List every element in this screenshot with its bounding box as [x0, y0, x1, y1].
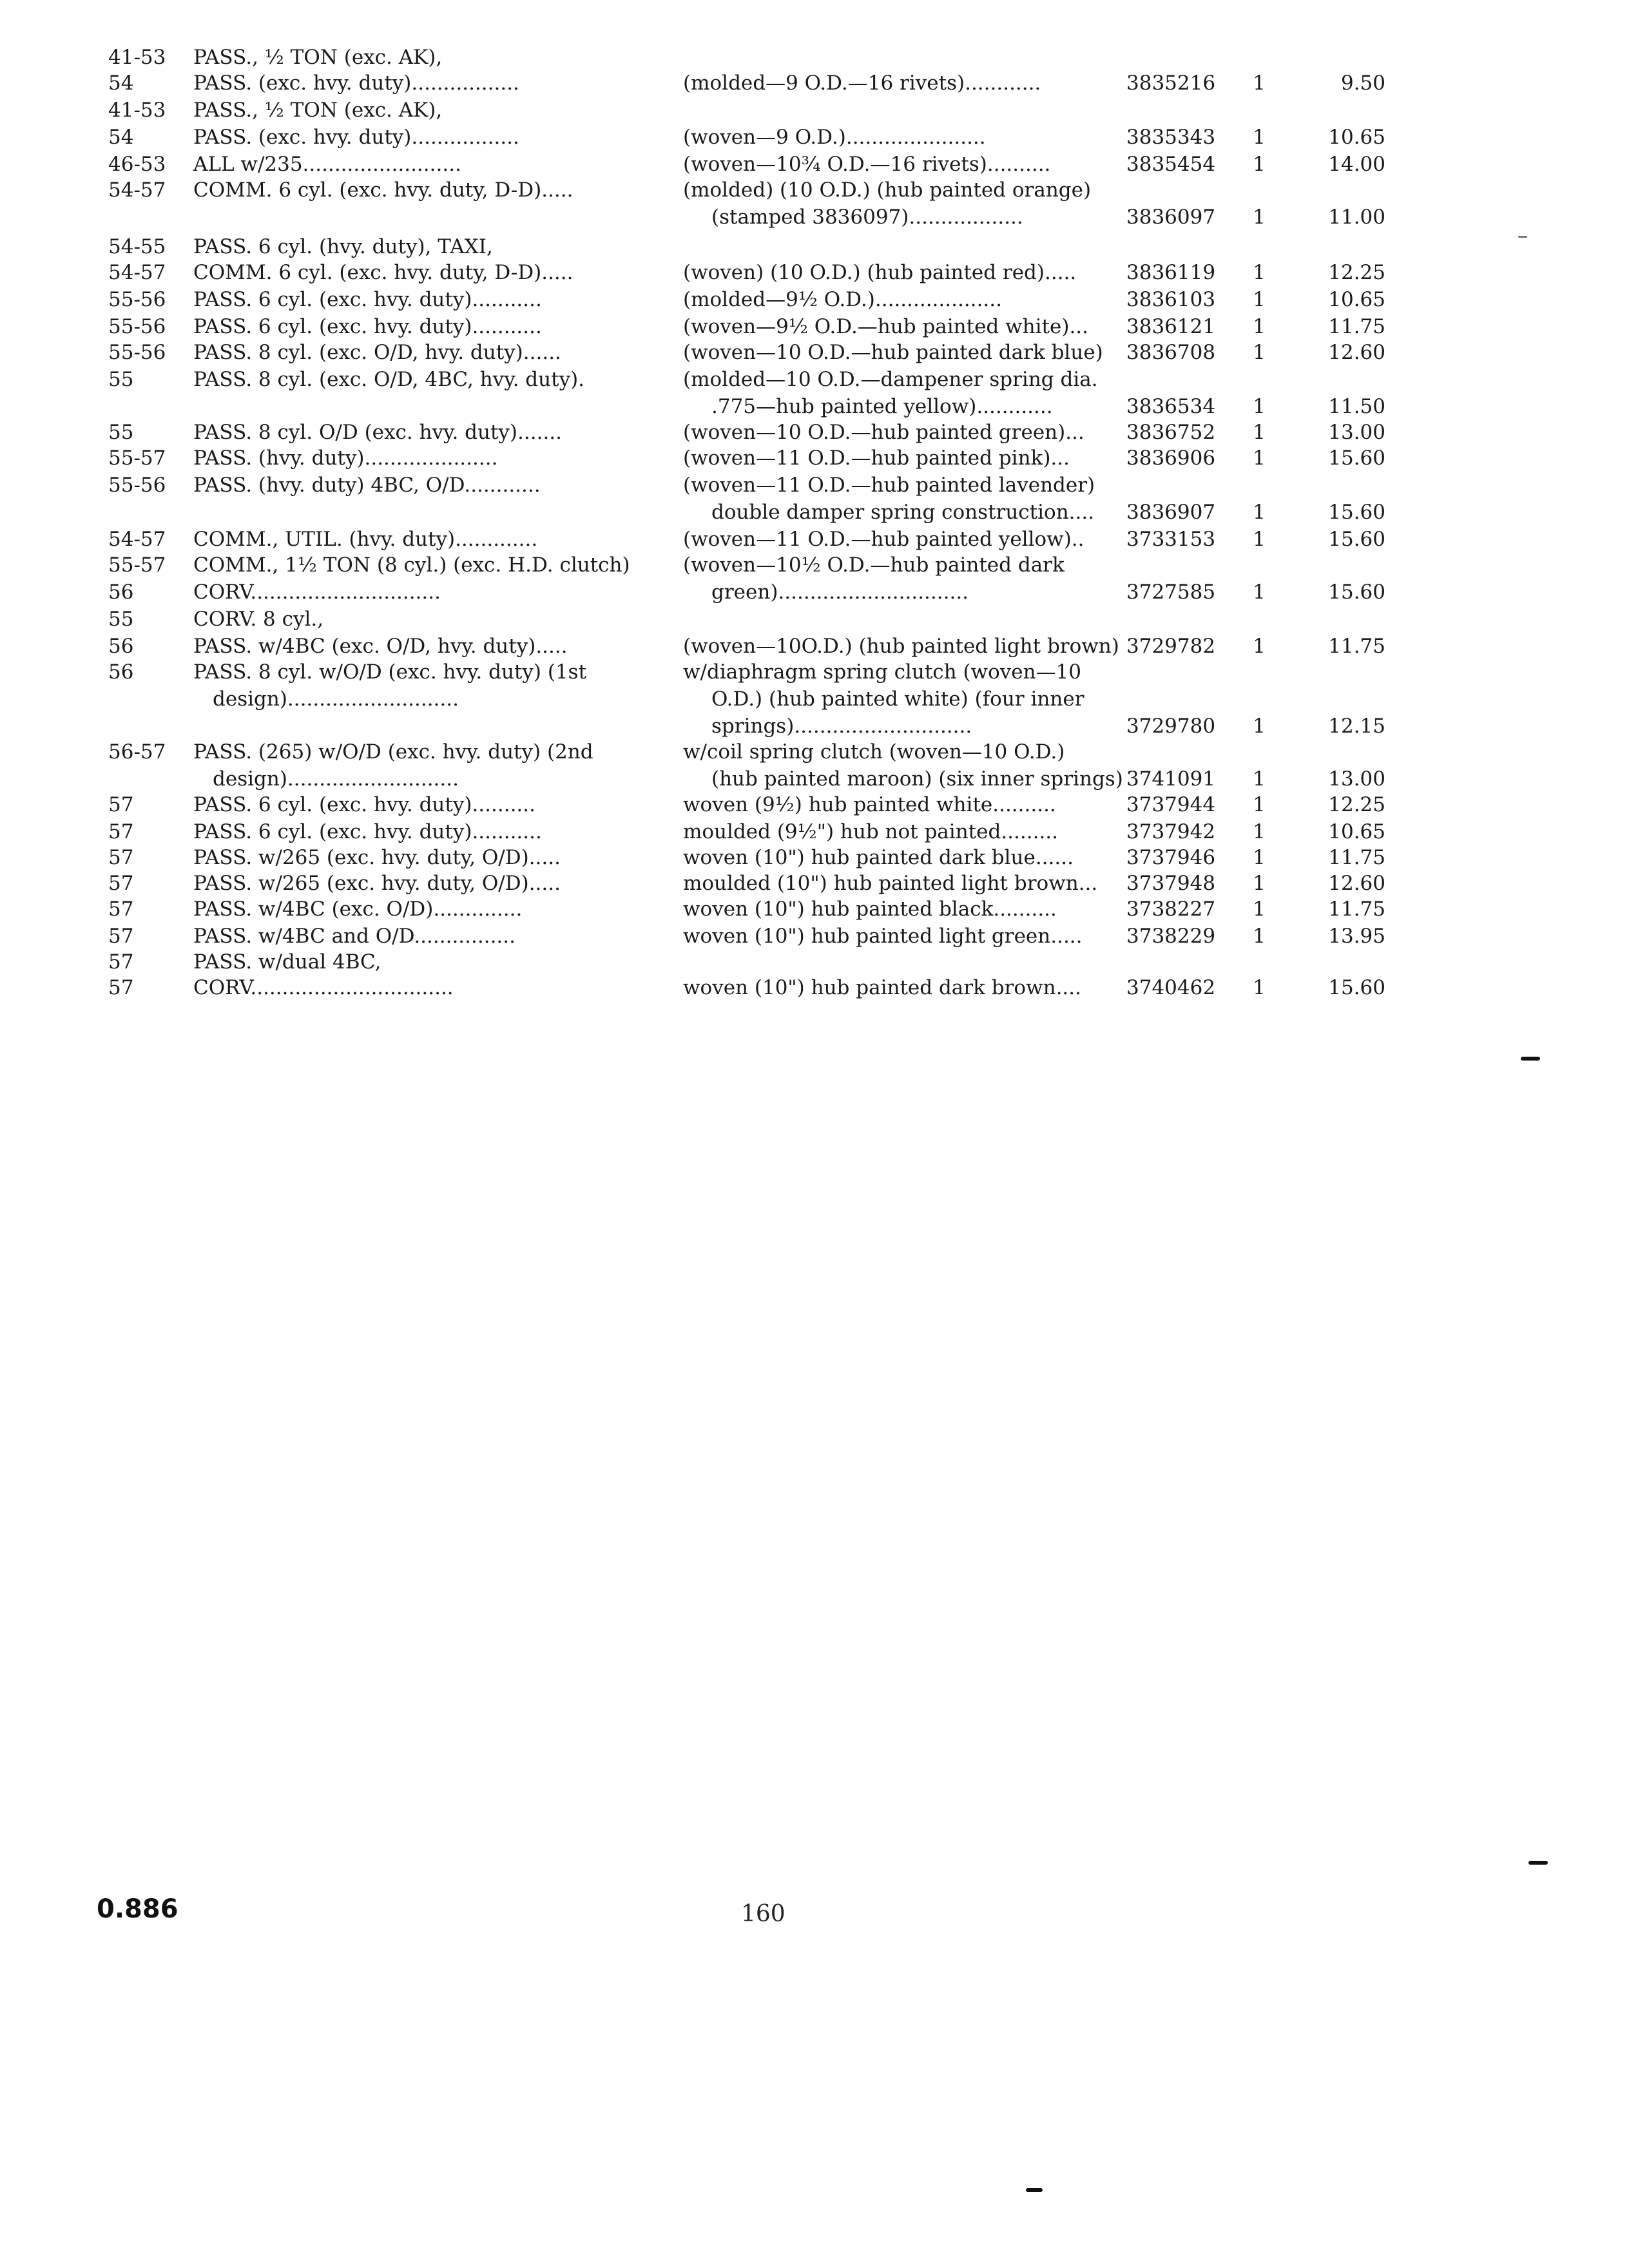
application-cell: COMM. 6 cyl. (exc. hvy. duty, D-D)..... — [193, 261, 574, 284]
quantity-cell: 1 — [1253, 341, 1266, 364]
quantity-cell: 1 — [1253, 153, 1266, 176]
part-number-cell: 3836907 — [1126, 501, 1216, 524]
description-cell: (woven—10 O.D.—hub painted green)... — [683, 421, 1084, 444]
quantity-cell: 1 — [1253, 447, 1266, 470]
price-cell: 10.65 — [1328, 820, 1385, 843]
description-cell: (woven—10½ O.D.—hub painted dark — [683, 553, 1065, 577]
year-cell: 54-57 — [108, 528, 166, 551]
margin-mark — [1521, 1057, 1540, 1061]
application-cell: PASS. 8 cyl. w/O/D (exc. hvy. duty) (1st — [193, 660, 587, 684]
application-cell: PASS. 6 cyl. (exc. hvy. duty)........... — [193, 820, 542, 843]
part-number-cell: 3738229 — [1126, 925, 1216, 948]
price-cell: 15.60 — [1328, 976, 1385, 999]
quantity-cell: 1 — [1253, 715, 1266, 738]
application-cell: PASS., ½ TON (exc. AK), — [193, 46, 443, 69]
part-number-cell: 3835343 — [1126, 126, 1216, 149]
description-cell: (molded—10 O.D.—dampener spring dia. — [683, 368, 1098, 391]
application-cell: CORV.............................. — [193, 581, 441, 604]
quantity-cell: 1 — [1253, 872, 1266, 895]
part-number-cell: 3737948 — [1126, 872, 1216, 895]
description-cell: .775—hub painted yellow)............ — [711, 395, 1053, 418]
year-cell: 55-56 — [108, 474, 166, 497]
application-cell: PASS. (hvy. duty) 4BC, O/D............ — [193, 474, 541, 497]
price-cell: 14.00 — [1328, 153, 1385, 176]
part-number-cell: 3729780 — [1126, 715, 1216, 738]
part-number-cell: 3738227 — [1126, 898, 1216, 921]
description-cell: double damper spring construction.... — [711, 501, 1095, 524]
quantity-cell: 1 — [1253, 315, 1266, 338]
part-number-cell: 3836097 — [1126, 206, 1216, 229]
description-cell: springs)............................ — [711, 715, 972, 738]
price-cell: 13.95 — [1328, 925, 1385, 948]
description-cell: (woven—10¾ O.D.—16 rivets).......... — [683, 153, 1051, 176]
year-cell: 55 — [108, 421, 134, 444]
description-cell: (molded—9 O.D.—16 rivets)............ — [683, 72, 1041, 95]
quantity-cell: 1 — [1253, 581, 1266, 604]
price-cell: 10.65 — [1328, 126, 1385, 149]
quantity-cell: 1 — [1253, 126, 1266, 149]
price-cell: 13.00 — [1328, 421, 1385, 444]
page-code: 0.886 — [97, 1894, 178, 1924]
application-cell: CORV................................ — [193, 976, 454, 999]
margin-mark — [1518, 236, 1527, 238]
year-cell: 55-56 — [108, 288, 166, 311]
price-cell: 12.15 — [1328, 715, 1385, 738]
quantity-cell: 1 — [1253, 976, 1266, 999]
quantity-cell: 1 — [1253, 767, 1266, 791]
quantity-cell: 1 — [1253, 288, 1266, 311]
part-number-cell: 3737944 — [1126, 793, 1216, 816]
year-cell: 46-53 — [108, 153, 166, 176]
description-cell: woven (10") hub painted dark blue...... — [683, 846, 1074, 869]
year-cell: 54-55 — [108, 235, 166, 258]
year-cell: 55 — [108, 368, 134, 391]
quantity-cell: 1 — [1253, 793, 1266, 816]
description-cell: woven (10") hub painted black.......... — [683, 898, 1057, 921]
description-cell: woven (10") hub painted light green..... — [683, 925, 1083, 948]
year-cell: 41-53 — [108, 46, 166, 69]
application-cell: COMM. 6 cyl. (exc. hvy. duty, D-D)..... — [193, 178, 574, 202]
year-cell: 55-57 — [108, 447, 166, 470]
year-cell: 56 — [108, 635, 134, 658]
description-cell: (woven—11 O.D.—hub painted yellow).. — [683, 528, 1084, 551]
application-cell: PASS. 6 cyl. (exc. hvy. duty)........... — [193, 315, 542, 338]
year-cell: 57 — [108, 793, 134, 816]
year-cell: 41-53 — [108, 99, 166, 122]
application-cell: PASS. (hvy. duty)..................... — [193, 447, 498, 470]
part-number-cell: 3835216 — [1126, 72, 1216, 95]
description-cell: green).............................. — [711, 581, 969, 604]
application-cell: PASS. w/4BC and O/D................ — [193, 925, 516, 948]
year-cell: 56-57 — [108, 740, 166, 764]
application-cell: CORV. 8 cyl., — [193, 608, 324, 631]
application-cell: PASS. (265) w/O/D (exc. hvy. duty) (2nd — [193, 740, 593, 764]
quantity-cell: 1 — [1253, 898, 1266, 921]
price-cell: 11.75 — [1328, 635, 1385, 658]
part-number-cell: 3836708 — [1126, 341, 1216, 364]
year-cell: 57 — [108, 898, 134, 921]
part-number-cell: 3835454 — [1126, 153, 1216, 176]
year-cell: 54 — [108, 72, 134, 95]
part-number-cell: 3737942 — [1126, 820, 1216, 843]
description-cell: moulded (9½") hub not painted......... — [683, 820, 1059, 843]
quantity-cell: 1 — [1253, 635, 1266, 658]
price-cell: 11.75 — [1328, 898, 1385, 921]
application-cell: COMM., 1½ TON (8 cyl.) (exc. H.D. clutch) — [193, 553, 630, 577]
description-cell: w/diaphragm spring clutch (woven—10 — [683, 660, 1082, 684]
year-cell: 57 — [108, 820, 134, 843]
price-cell: 12.60 — [1328, 872, 1385, 895]
price-cell: 12.25 — [1328, 793, 1385, 816]
description-cell: woven (9½) hub painted white.......... — [683, 793, 1056, 816]
part-number-cell: 3836752 — [1126, 421, 1216, 444]
year-cell: 56 — [108, 581, 134, 604]
application-cell: PASS. 6 cyl. (exc. hvy. duty)........... — [193, 288, 542, 311]
description-cell: (woven—11 O.D.—hub painted lavender) — [683, 474, 1095, 497]
description-cell: woven (10") hub painted dark brown.... — [683, 976, 1081, 999]
application-cell: PASS. 8 cyl. (exc. O/D, hvy. duty)...... — [193, 341, 561, 364]
quantity-cell: 1 — [1253, 421, 1266, 444]
quantity-cell: 1 — [1253, 501, 1266, 524]
part-number-cell: 3741091 — [1126, 767, 1216, 791]
description-cell: (woven—9½ O.D.—hub painted white)... — [683, 315, 1089, 338]
description-cell: (molded) (10 O.D.) (hub painted orange) — [683, 178, 1092, 202]
application-cell: PASS. w/265 (exc. hvy. duty, O/D)..... — [193, 872, 561, 895]
margin-mark — [1026, 2188, 1043, 2192]
year-cell: 54-57 — [108, 261, 166, 284]
year-cell: 55 — [108, 608, 134, 631]
year-cell: 55-57 — [108, 553, 166, 577]
price-cell: 12.25 — [1328, 261, 1385, 284]
part-number-cell: 3836906 — [1126, 447, 1216, 470]
part-number-cell: 3733153 — [1126, 528, 1216, 551]
year-cell: 57 — [108, 950, 134, 974]
application-cell: PASS. (exc. hvy. duty)................. — [193, 72, 519, 95]
price-cell: 11.50 — [1328, 395, 1385, 418]
application-cell: PASS., ½ TON (exc. AK), — [193, 99, 443, 122]
part-number-cell: 3729782 — [1126, 635, 1216, 658]
quantity-cell: 1 — [1253, 72, 1266, 95]
quantity-cell: 1 — [1253, 206, 1266, 229]
year-cell: 57 — [108, 976, 134, 999]
price-cell: 15.60 — [1328, 581, 1385, 604]
part-number-cell: 3727585 — [1126, 581, 1216, 604]
margin-mark — [1528, 1861, 1548, 1865]
quantity-cell: 1 — [1253, 925, 1266, 948]
description-cell: w/coil spring clutch (woven—10 O.D.) — [683, 740, 1065, 764]
year-cell: 57 — [108, 872, 134, 895]
price-cell: 11.75 — [1328, 315, 1385, 338]
application-cell: PASS. 8 cyl. O/D (exc. hvy. duty)....... — [193, 421, 563, 444]
application-cell: design)........................... — [213, 767, 459, 791]
application-cell: PASS. 6 cyl. (exc. hvy. duty).......... — [193, 793, 535, 816]
year-cell: 55-56 — [108, 315, 166, 338]
description-cell: (molded—9½ O.D.).................... — [683, 288, 1002, 311]
price-cell: 15.60 — [1328, 501, 1385, 524]
page-number: 160 — [741, 1901, 786, 1927]
quantity-cell: 1 — [1253, 820, 1266, 843]
part-number-cell: 3737946 — [1126, 846, 1216, 869]
year-cell: 57 — [108, 846, 134, 869]
description-cell: (woven—11 O.D.—hub painted pink)... — [683, 447, 1070, 470]
application-cell: PASS. (exc. hvy. duty)................. — [193, 126, 519, 149]
application-cell: PASS. w/dual 4BC, — [193, 950, 381, 974]
year-cell: 57 — [108, 925, 134, 948]
part-number-cell: 3740462 — [1126, 976, 1216, 999]
price-cell: 10.65 — [1328, 288, 1385, 311]
description-cell: (woven—9 O.D.)...................... — [683, 126, 986, 149]
part-number-cell: 3836121 — [1126, 315, 1216, 338]
application-cell: PASS. 6 cyl. (hvy. duty), TAXI, — [193, 235, 493, 258]
application-cell: PASS. w/4BC (exc. O/D, hvy. duty)..... — [193, 635, 568, 658]
description-cell: (hub painted maroon) (six inner springs) — [711, 767, 1123, 791]
quantity-cell: 1 — [1253, 528, 1266, 551]
application-cell: PASS. w/265 (exc. hvy. duty, O/D)..... — [193, 846, 561, 869]
quantity-cell: 1 — [1253, 846, 1266, 869]
description-cell: (woven—10 O.D.—hub painted dark blue) — [683, 341, 1103, 364]
part-number-cell: 3836534 — [1126, 395, 1216, 418]
description-cell: (woven—10O.D.) (hub painted light brown) — [683, 635, 1119, 658]
application-cell: COMM., UTIL. (hvy. duty)............. — [193, 528, 538, 551]
description-cell: O.D.) (hub painted white) (four inner — [711, 687, 1084, 711]
description-cell: (stamped 3836097).................. — [711, 206, 1023, 229]
price-cell: 11.00 — [1328, 206, 1385, 229]
price-cell: 15.60 — [1328, 528, 1385, 551]
year-cell: 55-56 — [108, 341, 166, 364]
application-cell: PASS. 8 cyl. (exc. O/D, 4BC, hvy. duty). — [193, 368, 585, 391]
part-number-cell: 3836119 — [1126, 261, 1216, 284]
price-cell: 11.75 — [1328, 846, 1385, 869]
price-cell: 12.60 — [1328, 341, 1385, 364]
application-cell: design)........................... — [213, 687, 459, 711]
price-cell: 9.50 — [1340, 72, 1385, 95]
year-cell: 56 — [108, 660, 134, 684]
application-cell: PASS. w/4BC (exc. O/D).............. — [193, 898, 523, 921]
price-cell: 15.60 — [1328, 447, 1385, 470]
year-cell: 54 — [108, 126, 134, 149]
price-cell: 13.00 — [1328, 767, 1385, 791]
part-number-cell: 3836103 — [1126, 288, 1216, 311]
description-cell: moulded (10") hub painted light brown... — [683, 872, 1098, 895]
quantity-cell: 1 — [1253, 395, 1266, 418]
year-cell: 54-57 — [108, 178, 166, 202]
application-cell: ALL w/235......................... — [193, 153, 461, 176]
description-cell: (woven) (10 O.D.) (hub painted red)..... — [683, 261, 1077, 284]
quantity-cell: 1 — [1253, 261, 1266, 284]
